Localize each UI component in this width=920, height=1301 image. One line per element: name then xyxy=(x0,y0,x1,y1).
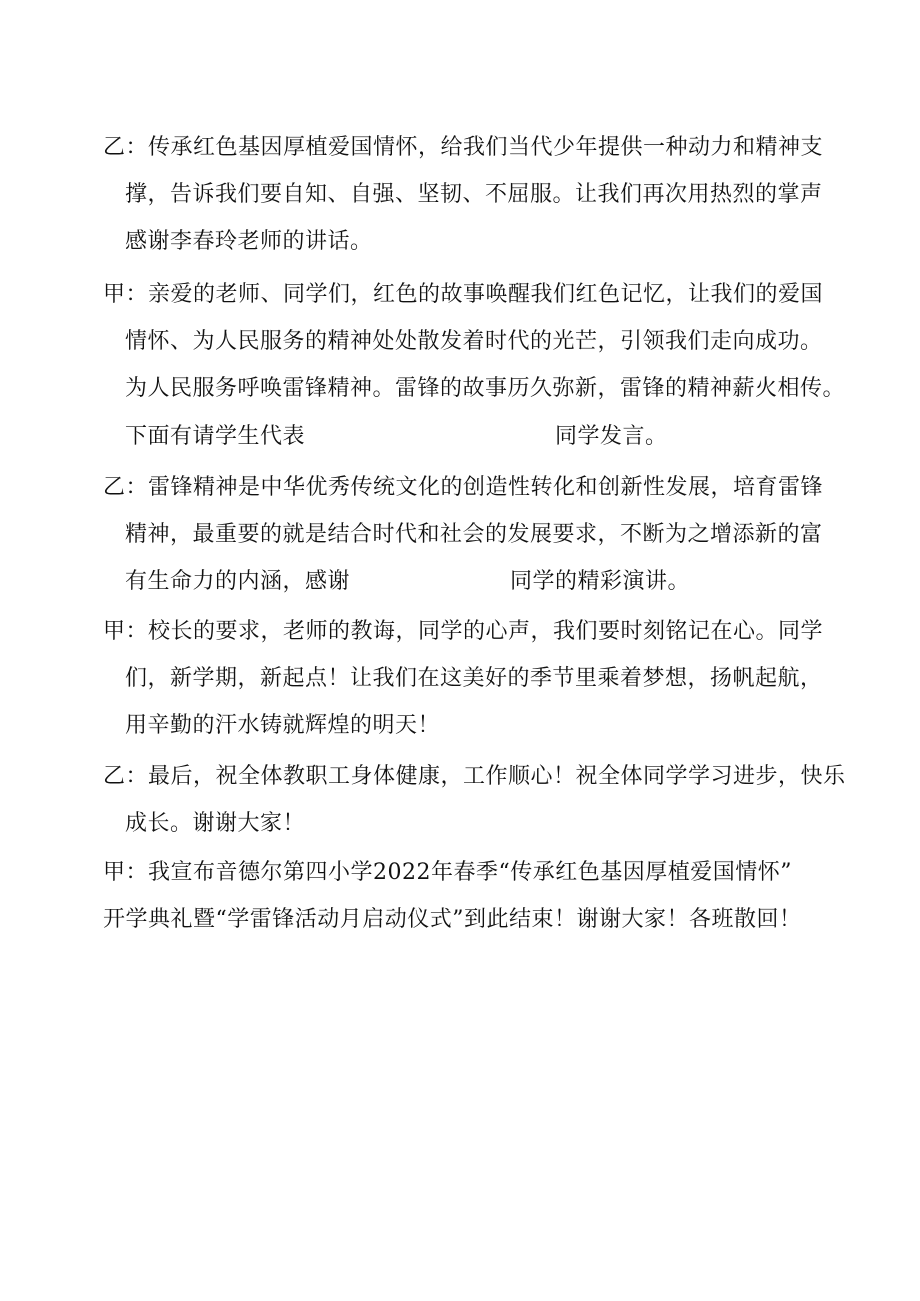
paragraph-3-line-2: 精神，最重要的就是结合时代和社会的发展要求，不断为之增添新的富 xyxy=(125,522,823,547)
paragraph-1-line-2: 撑，告诉我们要自知、自强、坚韧、不屈服。让我们再次用热烈的掌声 xyxy=(125,182,823,207)
paragraph-4-line-2: 们，新学期，新起点！让我们在这美好的季节里乘着梦想，扬帆起航， xyxy=(125,666,823,691)
blank-line-before-text: 下面有请学生代表 xyxy=(125,424,306,449)
paragraph-2-line-1: 甲：亲爱的老师、同学们，红色的故事唤醒我们红色记忆，让我们的爱国 xyxy=(103,282,824,307)
paragraph-1-line-3: 感谢李春玲老师的讲话。 xyxy=(125,229,373,254)
blank-line-after-text: 同学发言。 xyxy=(555,424,668,449)
paragraph-4-line-3: 用辛勤的汗水铸就辉煌的明天！ xyxy=(125,713,441,738)
paragraph-2-line-3: 为人民服务呼唤雷锋精神。雷锋的故事历久弥新，雷锋的精神薪火相传。 xyxy=(125,376,846,401)
paragraph-2-line-2: 情怀、为人民服务的精神处处散发着时代的光芒，引领我们走向成功。 xyxy=(125,329,823,354)
blank-line-before-text: 有生命力的内涵，感谢 xyxy=(125,569,351,594)
blank-line-after-text: 同学的精彩演讲。 xyxy=(510,569,691,594)
paragraph-5-line-2: 成长。谢谢大家！ xyxy=(125,811,306,836)
paragraph-2-blank-line xyxy=(125,422,668,452)
paragraph-1-line-1: 乙：传承红色基因厚植爱国情怀，给我们当代少年提供一种动力和精神支 xyxy=(103,135,824,160)
paragraph-4-line-1: 甲：校长的要求，老师的教诲，同学的心声，我们要时刻铭记在心。同学 xyxy=(103,619,824,644)
paragraph-3-blank-line xyxy=(125,567,690,597)
paragraph-3-line-1: 乙：雷锋精神是中华优秀传统文化的创造性转化和创新性发展，培育雷锋 xyxy=(103,475,824,500)
paragraph-6-line-1: 甲：我宣布音德尔第四小学2022年春季“传承红色基因厚植爱国情怀” xyxy=(103,860,792,885)
paragraph-6-line-2: 开学典礼暨“学雷锋活动月启动仪式”到此结束！谢谢大家！各班散回！ xyxy=(103,907,802,932)
paragraph-5-line-1: 乙：最后，祝全体教职工身体健康，工作顺心！祝全体同学学习进步，快乐 xyxy=(103,764,846,789)
